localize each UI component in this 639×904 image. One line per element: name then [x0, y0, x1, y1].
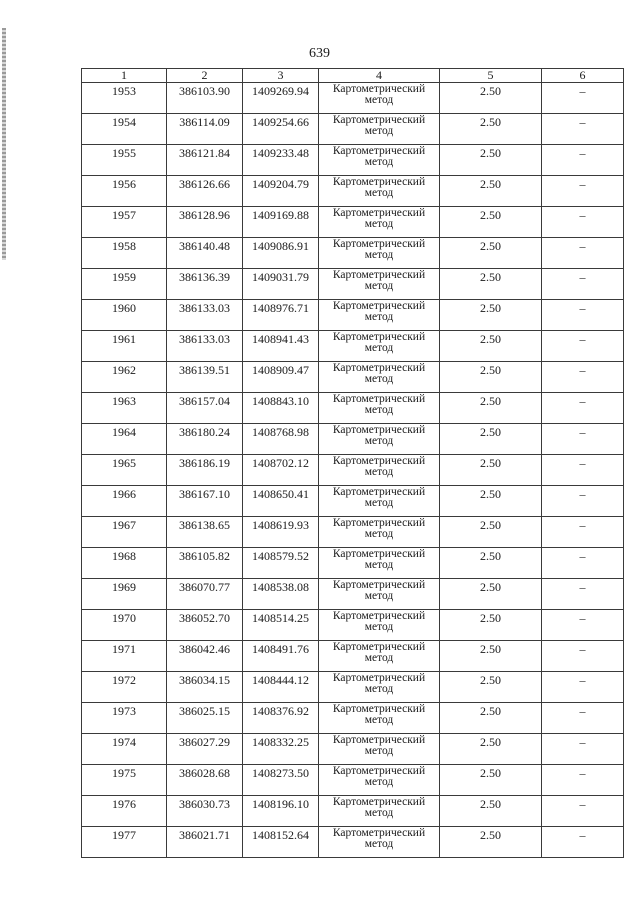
cell-precision: 2.50 [440, 424, 542, 455]
cell-method: Картометрический метод [319, 579, 440, 610]
cell-coord-y: 1408650.41 [243, 486, 319, 517]
cell-coord-x: 386052.70 [167, 610, 243, 641]
table-row [82, 455, 624, 486]
cell-point-number: 1959 [82, 269, 167, 300]
cell-coord-y: 1409169.88 [243, 207, 319, 238]
cell-coord-y: 1408376.92 [243, 703, 319, 734]
cell-coord-y: 1408444.12 [243, 672, 319, 703]
cell-coord-y: 1408538.08 [243, 579, 319, 610]
cell-precision: 2.50 [440, 300, 542, 331]
cell-method: Картометрический метод [319, 145, 440, 176]
header-cell-coord-y: 3 [243, 69, 319, 83]
cell-method: Картометрический метод [319, 486, 440, 517]
header-cell-coord-x: 2 [167, 69, 243, 83]
cell-precision: 2.50 [440, 114, 542, 145]
cell-point-number: 1976 [82, 796, 167, 827]
table-row [82, 114, 624, 145]
cell-precision: 2.50 [440, 362, 542, 393]
table-row [82, 145, 624, 176]
table-row [82, 393, 624, 424]
cell-method: Картометрический метод [319, 455, 440, 486]
cell-coord-y: 1409086.91 [243, 238, 319, 269]
cell-method: Картометрический метод [319, 827, 440, 858]
cell-coord-x: 386027.29 [167, 734, 243, 765]
cell-method: Картометрический метод [319, 269, 440, 300]
cell-coord-x: 386133.03 [167, 300, 243, 331]
cell-coord-y: 1408768.98 [243, 424, 319, 455]
header-cell-note: 6 [542, 69, 624, 83]
cell-point-number: 1960 [82, 300, 167, 331]
header-cell-point-number: 1 [82, 69, 167, 83]
table-row [82, 517, 624, 548]
cell-method: Картометрический метод [319, 672, 440, 703]
cell-precision: 2.50 [440, 269, 542, 300]
cell-coord-y: 1408491.76 [243, 641, 319, 672]
table-row [82, 238, 624, 269]
cell-point-number: 1973 [82, 703, 167, 734]
cell-coord-y: 1409233.48 [243, 145, 319, 176]
cell-coord-y: 1408702.12 [243, 455, 319, 486]
cell-method: Картометрический метод [319, 238, 440, 269]
cell-method: Картометрический метод [319, 362, 440, 393]
cell-method: Картометрический метод [319, 83, 440, 114]
cell-method: Картометрический метод [319, 796, 440, 827]
cell-precision: 2.50 [440, 83, 542, 114]
table-row [82, 548, 624, 579]
cell-precision: 2.50 [440, 610, 542, 641]
header-cell-method: 4 [319, 69, 440, 83]
cell-note: – [542, 114, 624, 145]
cell-coord-x: 386133.03 [167, 331, 243, 362]
cell-precision: 2.50 [440, 548, 542, 579]
cell-point-number: 1966 [82, 486, 167, 517]
table-row [82, 641, 624, 672]
cell-note: – [542, 796, 624, 827]
cell-point-number: 1958 [82, 238, 167, 269]
cell-precision: 2.50 [440, 796, 542, 827]
cell-note: – [542, 393, 624, 424]
cell-coord-x: 386121.84 [167, 145, 243, 176]
table-row [82, 734, 624, 765]
cell-coord-y: 1408152.64 [243, 827, 319, 858]
cell-coord-y: 1408619.93 [243, 517, 319, 548]
cell-note: – [542, 238, 624, 269]
cell-precision: 2.50 [440, 765, 542, 796]
cell-note: – [542, 145, 624, 176]
cell-note: – [542, 300, 624, 331]
cell-point-number: 1956 [82, 176, 167, 207]
table-row [82, 610, 624, 641]
cell-coord-x: 386140.48 [167, 238, 243, 269]
table-row [82, 486, 624, 517]
cell-precision: 2.50 [440, 641, 542, 672]
cell-coord-x: 386114.09 [167, 114, 243, 145]
cell-note: – [542, 176, 624, 207]
cell-coord-y: 1409269.94 [243, 83, 319, 114]
cell-note: – [542, 548, 624, 579]
table-row [82, 176, 624, 207]
table-row [82, 83, 624, 114]
cell-coord-y: 1408514.25 [243, 610, 319, 641]
cell-method: Картометрический метод [319, 703, 440, 734]
cell-coord-x: 386128.96 [167, 207, 243, 238]
table-row [82, 362, 624, 393]
cell-point-number: 1970 [82, 610, 167, 641]
cell-precision: 2.50 [440, 703, 542, 734]
table-row [82, 269, 624, 300]
cell-point-number: 1954 [82, 114, 167, 145]
table-row [82, 827, 624, 858]
cell-coord-x: 386186.19 [167, 455, 243, 486]
cell-precision: 2.50 [440, 455, 542, 486]
cell-point-number: 1965 [82, 455, 167, 486]
cell-note: – [542, 424, 624, 455]
cell-point-number: 1955 [82, 145, 167, 176]
cell-coord-y: 1409254.66 [243, 114, 319, 145]
cell-coord-y: 1409204.79 [243, 176, 319, 207]
cell-note: – [542, 517, 624, 548]
cell-coord-y: 1408273.50 [243, 765, 319, 796]
cell-method: Картометрический метод [319, 114, 440, 145]
cell-coord-x: 386025.15 [167, 703, 243, 734]
table-row [82, 796, 624, 827]
cell-point-number: 1975 [82, 765, 167, 796]
cell-method: Картометрический метод [319, 300, 440, 331]
cell-note: – [542, 579, 624, 610]
cell-method: Картометрический метод [319, 176, 440, 207]
cell-precision: 2.50 [440, 176, 542, 207]
cell-note: – [542, 331, 624, 362]
cell-coord-x: 386138.65 [167, 517, 243, 548]
cell-precision: 2.50 [440, 145, 542, 176]
cell-method: Картометрический метод [319, 734, 440, 765]
table-row [82, 331, 624, 362]
cell-method: Картометрический метод [319, 517, 440, 548]
cell-note: – [542, 269, 624, 300]
cell-precision: 2.50 [440, 331, 542, 362]
cell-point-number: 1957 [82, 207, 167, 238]
cell-precision: 2.50 [440, 393, 542, 424]
cell-point-number: 1967 [82, 517, 167, 548]
cell-point-number: 1953 [82, 83, 167, 114]
cell-precision: 2.50 [440, 238, 542, 269]
cell-coord-x: 386042.46 [167, 641, 243, 672]
cell-method: Картометрический метод [319, 207, 440, 238]
cell-method: Картометрический метод [319, 393, 440, 424]
cell-coord-x: 386139.51 [167, 362, 243, 393]
cell-coord-y: 1409031.79 [243, 269, 319, 300]
cell-note: – [542, 610, 624, 641]
cell-precision: 2.50 [440, 517, 542, 548]
cell-note: – [542, 734, 624, 765]
cell-coord-x: 386070.77 [167, 579, 243, 610]
cell-coord-x: 386030.73 [167, 796, 243, 827]
cell-point-number: 1974 [82, 734, 167, 765]
table-row [82, 579, 624, 610]
cell-point-number: 1972 [82, 672, 167, 703]
cell-method: Картометрический метод [319, 424, 440, 455]
cell-note: – [542, 455, 624, 486]
cell-coord-x: 386180.24 [167, 424, 243, 455]
cell-coord-y: 1408332.25 [243, 734, 319, 765]
cell-coord-x: 386034.15 [167, 672, 243, 703]
cell-precision: 2.50 [440, 207, 542, 238]
cell-point-number: 1962 [82, 362, 167, 393]
cell-coord-x: 386126.66 [167, 176, 243, 207]
table-row [82, 703, 624, 734]
table-row [82, 765, 624, 796]
table-row [82, 424, 624, 455]
page-number: 639 [309, 46, 330, 61]
cell-note: – [542, 486, 624, 517]
cell-method: Картометрический метод [319, 641, 440, 672]
cell-point-number: 1969 [82, 579, 167, 610]
cell-method: Картометрический метод [319, 548, 440, 579]
cell-coord-y: 1408909.47 [243, 362, 319, 393]
cell-coord-x: 386136.39 [167, 269, 243, 300]
cell-point-number: 1963 [82, 393, 167, 424]
cell-precision: 2.50 [440, 827, 542, 858]
cell-point-number: 1968 [82, 548, 167, 579]
coordinates-table [81, 68, 624, 858]
cell-method: Картометрический метод [319, 765, 440, 796]
cell-note: – [542, 703, 624, 734]
cell-precision: 2.50 [440, 579, 542, 610]
cell-point-number: 1961 [82, 331, 167, 362]
cell-coord-y: 1408976.71 [243, 300, 319, 331]
cell-method: Картометрический метод [319, 610, 440, 641]
cell-precision: 2.50 [440, 486, 542, 517]
cell-method: Картометрический метод [319, 331, 440, 362]
cell-point-number: 1977 [82, 827, 167, 858]
cell-coord-x: 386167.10 [167, 486, 243, 517]
cell-point-number: 1964 [82, 424, 167, 455]
cell-coord-y: 1408579.52 [243, 548, 319, 579]
cell-note: – [542, 207, 624, 238]
table-body [82, 83, 624, 858]
cell-coord-x: 386105.82 [167, 548, 243, 579]
table-row [82, 672, 624, 703]
cell-coord-x: 386028.68 [167, 765, 243, 796]
table-row [82, 300, 624, 331]
cell-precision: 2.50 [440, 672, 542, 703]
cell-point-number: 1971 [82, 641, 167, 672]
cell-coord-y: 1408843.10 [243, 393, 319, 424]
cell-note: – [542, 827, 624, 858]
cell-coord-x: 386157.04 [167, 393, 243, 424]
cell-note: – [542, 765, 624, 796]
cell-note: – [542, 83, 624, 114]
cell-coord-x: 386103.90 [167, 83, 243, 114]
cell-precision: 2.50 [440, 734, 542, 765]
cell-coord-y: 1408941.43 [243, 331, 319, 362]
cell-coord-x: 386021.71 [167, 827, 243, 858]
cell-coord-y: 1408196.10 [243, 796, 319, 827]
cell-note: – [542, 641, 624, 672]
table-header-row [82, 69, 624, 83]
cell-note: – [542, 362, 624, 393]
cell-note: – [542, 672, 624, 703]
header-cell-precision: 5 [440, 69, 542, 83]
table-row [82, 207, 624, 238]
